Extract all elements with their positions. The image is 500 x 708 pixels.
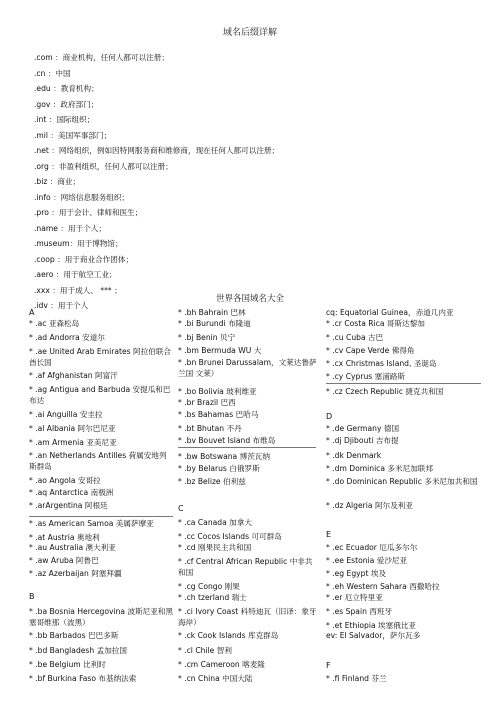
country-domain-entry: * .bi Burundi 布隆迪	[178, 319, 251, 328]
country-domain-entry: * .dm Dominica 多米尼加联邦	[326, 464, 433, 473]
tld-description-line: .com ：商业机构，任何人都可以注册；	[34, 53, 169, 62]
country-domain-entry: * .eh Western Sahara 西撒哈拉	[326, 582, 440, 591]
country-domain-entry: * .bn Brunei Darussalam，文莱达鲁萨兰国 文莱）	[178, 358, 317, 378]
country-domain-entry: * .bb Barbados 巴巴多斯	[29, 631, 119, 640]
country-domain-entry: * .am Armenia 亚美尼亚	[29, 438, 117, 447]
country-domain-entry: * .bw Botswana 博茨瓦纳	[178, 452, 270, 461]
country-domain-entry: * .aw Aruba 阿鲁巴	[29, 556, 99, 565]
tld-description-line: .museum：用于博物馆；	[34, 239, 123, 248]
country-domain-entry: * .cy Cyprus 塞浦路斯	[326, 372, 406, 381]
country-domain-entry: * .es Spain 西班牙	[326, 607, 393, 616]
country-domain-entry: * .bv Bouvet Island 布维岛	[178, 436, 276, 445]
country-domain-entry: * .ag Antigua and Barbuda 安提瓜和巴布达	[29, 385, 171, 405]
country-domain-entry: * .eg Egypt 埃及	[326, 569, 387, 578]
divider	[326, 383, 481, 384]
tld-description-line: .xxx ：用于成人、 *** ；	[34, 285, 122, 295]
tld-description-line: .net ：网络组织，例如因特网服务商和维修商，现在任何人都可以注册；	[34, 146, 280, 155]
letter-heading: C	[178, 504, 184, 513]
country-domain-entry: * .al Albania 阿尔巴尼亚	[29, 424, 116, 433]
tld-description-line: .aero ：用于航空工业；	[34, 270, 117, 279]
country-domain-entry: * .ec Ecuador 厄瓜多尔尔	[326, 543, 418, 552]
letter-heading: F	[326, 661, 331, 670]
country-domain-entry: * .cc Cocos Islands 可可群岛	[178, 532, 282, 541]
country-domain-entry: * .bj Benin 贝宁	[178, 333, 236, 342]
country-domain-entry: * .cu Cuba 古巴	[326, 333, 384, 342]
country-domain-entry: ev: El Salvador，萨尔瓦多	[326, 631, 421, 640]
divider	[29, 516, 173, 517]
country-domain-entry: * .ck Cook Islands 库克群岛	[178, 631, 279, 640]
country-domain-entry: * .at Austria 奥地利	[29, 533, 100, 542]
country-domain-entry: * .dj Djibouti 吉布提	[326, 436, 399, 445]
country-domain-entry: * .az Azerbaijan 阿塞拜疆	[29, 569, 122, 578]
country-domain-entry: * .cr Costa Rica 哥斯达黎加	[326, 319, 425, 328]
tld-description-line: .edu ：教育机构；	[34, 84, 99, 93]
country-domain-entry: * .de Germany 德国	[326, 424, 400, 433]
country-domain-entry: * .cx Christmas Island, 圣诞岛	[326, 359, 437, 368]
country-domain-entry: cq: Equatorial Guinea，赤道几内亚	[326, 308, 454, 317]
country-domain-entry: * .et Ethiopia 埃塞俄比亚	[326, 621, 416, 630]
country-domain-entry: * .an Netherlands Antilles 荷属安地列斯群岛	[29, 451, 167, 471]
tld-description-line: .idv ：用于个人	[34, 301, 89, 310]
country-domain-entry: * .fi Finland 芬兰	[326, 674, 387, 683]
country-domain-entry: * .arArgentina 阿根廷	[29, 501, 108, 510]
country-domain-entry: * .cf Central African Republic 中非共和国	[178, 557, 313, 577]
country-domain-entry: * .bs Bahamas 巴哈马	[178, 410, 259, 419]
country-domain-entry: * .dk Denmark	[326, 451, 382, 460]
tld-intro-list	[34, 50, 474, 314]
letter-heading: B	[29, 592, 35, 601]
country-domain-entry: * .bf Burkina Faso 布基纳法索	[29, 674, 137, 683]
country-domain-entry: * .af Afghanistan 阿富汗	[29, 371, 118, 380]
country-domain-entry: * .ba Bosnia Hercegovina 波斯尼亚和黑塞哥维那（波黑）	[29, 607, 174, 627]
country-domain-entry: * .cd 刚果民主共和国	[178, 543, 252, 552]
tld-description-line: .pro ：用于会计、律师和医生；	[34, 208, 143, 217]
country-domain-entry: * .ca Canada 加拿大	[178, 518, 252, 527]
tld-description-line: .int ：国际组织；	[34, 115, 95, 124]
letter-heading: A	[29, 308, 35, 317]
country-domain-entry: * .bz Belize 伯利兹	[178, 477, 246, 486]
country-domain-entry: * .dz Algeria 阿尔及利亚	[326, 501, 413, 510]
country-domain-entry: * .ao Angola 安哥拉	[29, 476, 101, 485]
country-domain-entry: * .bo Bolivia 玻利维亚	[178, 387, 257, 396]
tld-description-line: .mil ：美国军事部门；	[34, 130, 112, 140]
tld-description-line: .coop ：用于商业合作团体；	[34, 254, 134, 264]
country-domain-entry: * .do Dominican Republic 多米尼加共和国	[326, 477, 478, 486]
country-domain-entry: * .aq Antarctica 南极洲	[29, 488, 114, 497]
country-domain-entry: * .cl Chile 智利	[178, 646, 232, 655]
tld-description-line: .gov ：政府部门；	[34, 99, 99, 109]
country-domain-entry: * .bh Bahrain 巴林	[178, 308, 246, 317]
country-domain-entry: * .cn China 中国大陆	[178, 674, 253, 683]
letter-heading: E	[326, 530, 332, 539]
country-domain-entry: * .cv Cape Verde 佛得角	[326, 346, 415, 355]
tld-description-line: .name ：用于个人；	[34, 223, 106, 233]
country-domain-entry: * .au Australia 澳大利亚	[29, 543, 116, 552]
country-domain-entry: * .be Belgium 比利时	[29, 660, 106, 669]
country-domain-entry: * .cz Czech Republic 捷克共和国	[326, 387, 444, 396]
country-domain-entry: * .by Belarus 白俄罗斯	[178, 464, 260, 473]
section-title: 世界各国域名大全	[215, 294, 284, 304]
tld-description-line: .biz ：商业；	[34, 177, 81, 186]
country-domain-entry: * .bt Bhutan 不丹	[178, 424, 242, 433]
country-domain-entry: * .cg Congo 刚果	[178, 582, 240, 591]
country-domain-entry: * .bm Bermuda WU 大	[178, 346, 262, 355]
country-domain-entry: * .ac 亚森松岛	[29, 319, 80, 328]
country-domain-entry: * .ai Anguilla 安圭拉	[29, 410, 103, 419]
page-title: 域名后缀详解	[222, 28, 277, 38]
tld-description-line: .info ：网络信息服务组织；	[34, 192, 130, 202]
tld-description-line: .cn ：中国	[34, 68, 71, 78]
country-domain-entry: * .cm Cameroon 喀麦隆	[178, 660, 265, 669]
divider	[178, 447, 316, 448]
country-domain-entry: * .ch tzerland 瑞士	[178, 593, 247, 602]
letter-heading: D	[326, 412, 333, 421]
country-domain-entry: * .bd Bangladesh 孟加拉国	[29, 646, 127, 655]
country-domain-entry: * .ee Estonia 爱沙尼亚	[326, 556, 408, 565]
country-domain-entry: * .ci Ivory Coast 科特迪瓦（旧译：象牙海岸）	[178, 607, 317, 627]
country-domain-entry: * .ae United Arab Emirates 阿拉伯联合酋长国	[29, 347, 172, 367]
country-domain-entry: * .br Brazil 巴西	[178, 398, 236, 407]
tld-description-line: .org ：非盈利组织，任何人都可以注册；	[34, 161, 173, 171]
country-domain-entry: * .as American Samoa 美属萨摩亚	[29, 519, 154, 528]
country-domain-entry: * .ad Andorra 安道尔	[29, 333, 105, 342]
country-domain-entry: * .er 厄立特里亚	[326, 593, 383, 602]
